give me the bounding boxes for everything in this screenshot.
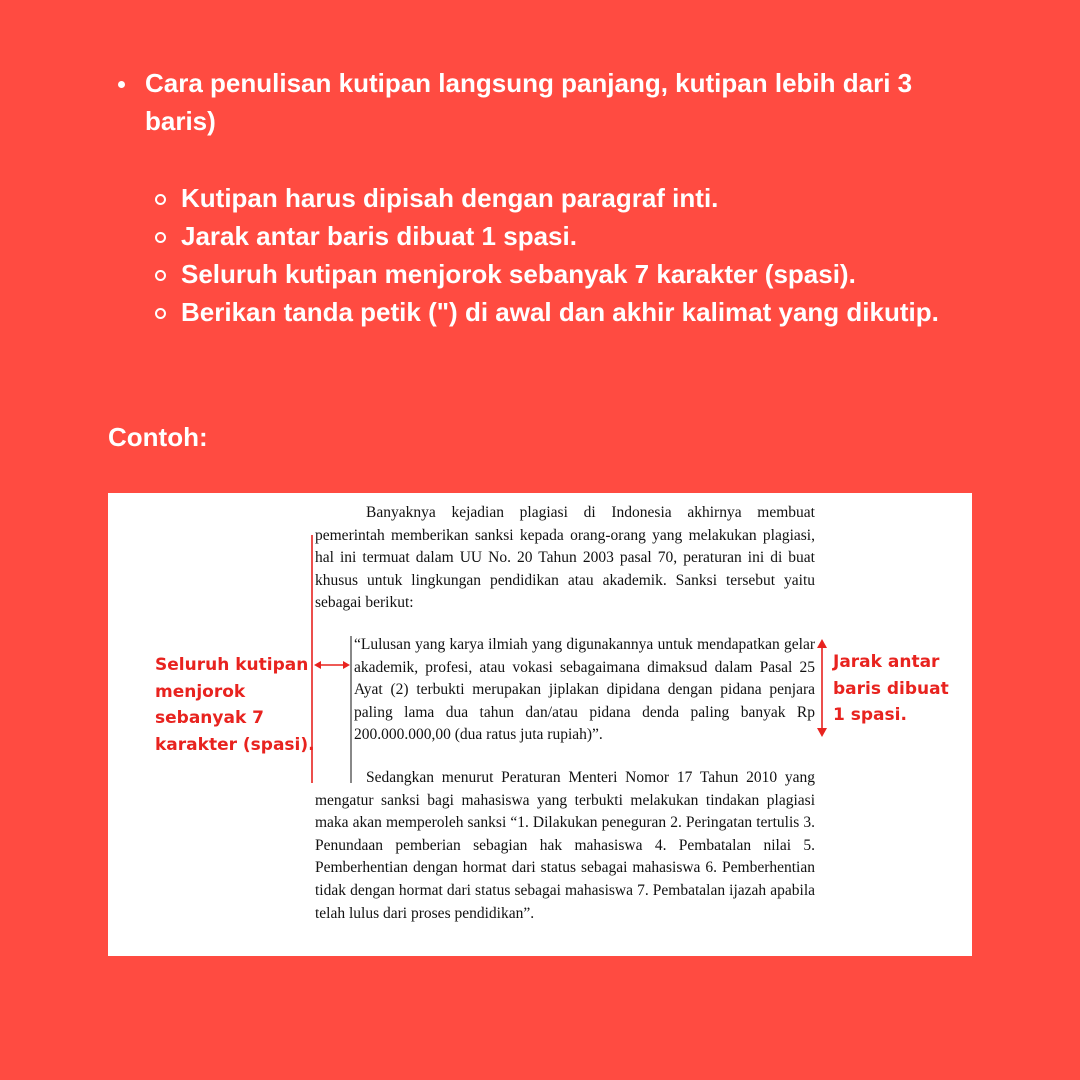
example-paragraph-2: Sedangkan menurut Peraturan Menteri Nomor 17 Tahun 2010 yang mengatur sanksi bagi mahasiswa yang terbukti melakukan tindakan plagiasi maka akan memperoleh sanksi “1. Dilakukan peneguran 2. Peringatan tertulis 3. Penundaan pemberian sebagian hak mahasiswa 4. Pembatalan nilai 5. Pemberhentian dengan hormat dari status sebagai mahasiswa 6. Pemberhentian tidak dengan hormat dari status sebagai mahasiswa 7. Pembatalan ijazah apabila telah lulus dari proses pendidikan”. [315,769,815,922]
annotation-spacing: Jarak antar baris dibuat 1 spasi. [833,652,949,725]
example-image [108,493,972,956]
circle-bullet-icon [155,308,166,319]
contoh-heading: Contoh: [108,422,208,452]
main-bullet-text: Cara penulisan kutipan langsung panjang, kutipan lebih dari 3 baris) [145,68,913,136]
sub-bullet-item: Kutipan harus dipisah dengan paragraf inti. [181,179,971,217]
example-quote-block: “Lulusan yang karya ilmiah yang digunakannya untuk mendapatkan gelar akademik, profesi, atau vokasi sebagaimana dimaksud dalam Pasal 25 Ayat (2) terbukti merupakan jiplakan dipidana dengan pidana penjara paling lama dua tahun dan/atau pidana denda paling banyak Rp 200.000.000,00 (dua ratus juta rupiah)”. [354,636,815,744]
spacing-vertical-arrow-icon [817,639,827,737]
circle-bullet-icon [155,194,166,205]
sub-bullet-list [181,179,971,331]
annotation-indent: Seluruh kutipan menjorok sebanyak 7 karakter (spasi). [155,655,315,755]
bullet-dot-icon [118,81,125,88]
sub-bullet-item: Berikan tanda petik (") di awal dan akhir kalimat yang dikutip. [181,293,971,331]
circle-bullet-icon [155,270,166,281]
indent-double-arrow-icon [314,661,350,669]
sub-bullet-item: Jarak antar baris dibuat 1 spasi. [181,217,971,255]
sub-bullet-item: Seluruh kutipan menjorok sebanyak 7 karakter (spasi). [181,255,971,293]
circle-bullet-icon [155,232,166,243]
example-paragraph-1: Banyaknya kejadian plagiasi di Indonesia akhirnya membuat pemerintah memberikan sanksi kepada orang-orang yang melakukan plagiasi, hal ini termuat dalam UU No. 20 Tahun 2003 pasal 70, peraturan ini di buat khusus untuk lingkungan pendidikan atau akademik. Sanksi tersebut yaitu sebagai berikut: [315,504,815,612]
annotation-marks [108,493,972,956]
main-bullet-item [145,64,971,140]
